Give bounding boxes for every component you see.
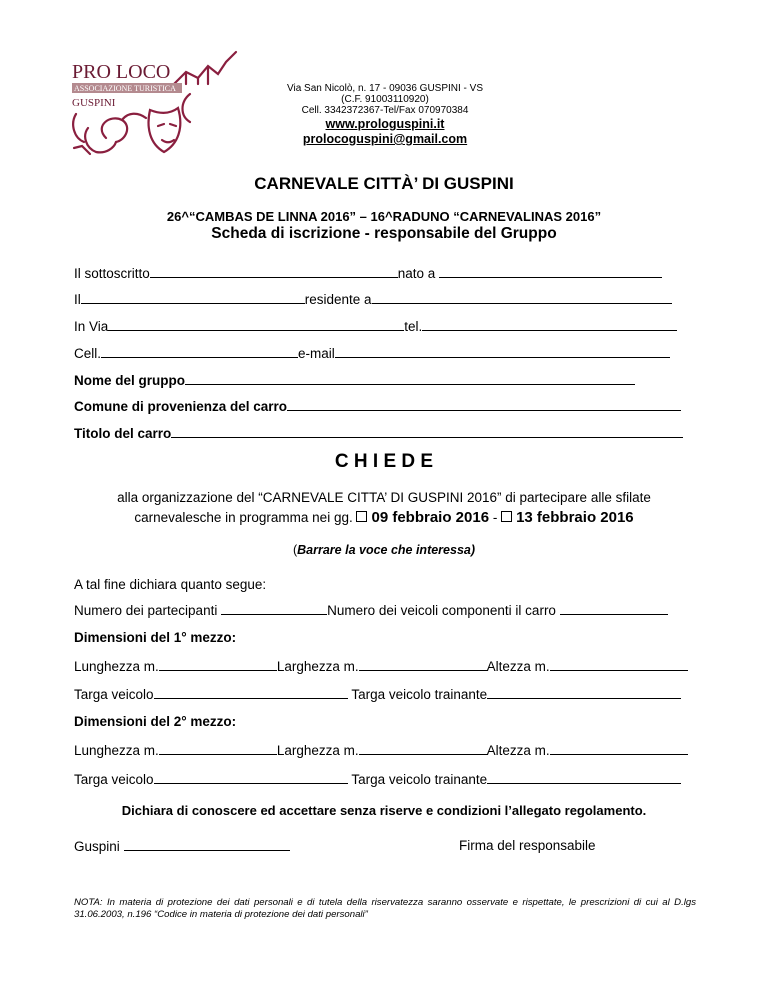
field-group-name[interactable] bbox=[185, 372, 635, 385]
pro-loco-logo bbox=[66, 44, 256, 160]
barrare-note bbox=[0, 543, 768, 557]
field-length-2[interactable] bbox=[159, 742, 277, 755]
svg-text:ASSOCIAZIONE TURISTICA: ASSOCIAZIONE TURISTICA bbox=[74, 84, 176, 93]
request-line-1: alla organizzazione del “CARNEVALE CITTA’ DI GUSPINI 2016” di partecipare alle sfilate bbox=[117, 490, 651, 505]
label-titolo: Titolo del carro bbox=[74, 426, 172, 441]
row-address bbox=[74, 318, 694, 335]
label-gruppo: Nome del gruppo bbox=[74, 373, 185, 388]
label-targa-1: Targa veicolo bbox=[74, 687, 154, 702]
org-email-link[interactable]: prolocoguspini@gmail.com bbox=[302, 132, 468, 146]
label-firma: Firma del responsabile bbox=[459, 838, 596, 853]
checkbox-date-2[interactable] bbox=[501, 511, 512, 522]
field-birthplace[interactable] bbox=[439, 265, 662, 278]
page-title: CARNEVALE CITTÀ’ DI GUSPINI bbox=[254, 174, 514, 193]
label-via: In Via bbox=[74, 319, 109, 334]
row-name bbox=[74, 265, 694, 282]
label-partecipanti: Numero dei partecipanti bbox=[74, 603, 218, 618]
field-date-place[interactable] bbox=[124, 838, 290, 851]
label-lunghezza-2: Lunghezza m. bbox=[74, 743, 159, 758]
svg-text:PRO LOCO: PRO LOCO bbox=[72, 61, 171, 83]
row-birth bbox=[74, 291, 694, 308]
label-larghezza-1: Larghezza m. bbox=[276, 659, 359, 674]
label-larghezza-2: Larghezza m. bbox=[276, 743, 359, 758]
event-subtitle: 26^“CAMBAS DE LINNA 2016” – 16^RADUNO “CARNEVALINAS 2016” bbox=[166, 209, 602, 224]
field-width-2[interactable] bbox=[359, 742, 487, 755]
pro-loco-mask-logo-icon bbox=[66, 44, 256, 160]
barrare-paren: ( bbox=[292, 543, 298, 557]
label-veicoli: Numero dei veicoli componenti il carro bbox=[327, 603, 556, 618]
field-height-2[interactable] bbox=[550, 742, 688, 755]
field-municipality[interactable] bbox=[287, 398, 681, 411]
svg-text:GUSPINI: GUSPINI bbox=[72, 97, 116, 109]
row-mezzo-1-dims bbox=[74, 658, 694, 675]
request-line-2 bbox=[0, 509, 768, 526]
label-sottoscritto: Il sottoscritto bbox=[74, 266, 150, 281]
field-mobile[interactable] bbox=[101, 345, 298, 358]
field-participants[interactable] bbox=[221, 602, 327, 615]
row-mezzo-2-plates bbox=[74, 771, 694, 788]
label-tel: tel. bbox=[404, 319, 423, 334]
mezzo-1-heading: Dimensioni del 1° mezzo: bbox=[74, 630, 237, 645]
org-tax-code: (C.F. 91003110920) bbox=[341, 94, 429, 105]
row-counts bbox=[74, 602, 694, 619]
label-targa-trainante-1: Targa veicolo trainante bbox=[351, 687, 488, 702]
label-il: Il bbox=[74, 292, 81, 307]
label-targa-trainante-2: Targa veicolo trainante bbox=[351, 772, 488, 787]
accept-rules-statement: Dichiara di conoscere ed accettare senza riserve e condizioni l’allegato regolamento. bbox=[121, 803, 647, 818]
org-phone: Cell. 3342372367-Tel/Fax 070970384 bbox=[301, 105, 469, 116]
row-signature bbox=[74, 838, 694, 855]
row-mezzo-1-plates bbox=[74, 686, 694, 703]
date-separator: - bbox=[492, 510, 498, 525]
field-length-1[interactable] bbox=[159, 658, 277, 671]
label-targa-2: Targa veicolo bbox=[74, 772, 154, 787]
row-comune bbox=[74, 398, 694, 415]
form-title: Scheda di iscrizione - responsabile del Gruppo bbox=[211, 225, 557, 242]
dichiara-line: A tal fine dichiara quanto segue: bbox=[74, 577, 267, 592]
field-birthdate[interactable] bbox=[81, 291, 305, 304]
barrare-text: Barrare la voce che interessa) bbox=[297, 543, 476, 557]
label-altezza-2: Altezza m. bbox=[486, 743, 550, 758]
label-comune: Comune di provenienza del carro bbox=[74, 399, 288, 414]
field-residence[interactable] bbox=[372, 291, 672, 304]
row-title bbox=[74, 425, 694, 442]
mezzo-2-heading: Dimensioni del 2° mezzo: bbox=[74, 714, 237, 729]
checkbox-date-1[interactable] bbox=[356, 511, 367, 522]
field-phone[interactable] bbox=[422, 318, 677, 331]
field-vehicles[interactable] bbox=[560, 602, 668, 615]
label-email: e-mail bbox=[298, 346, 335, 361]
field-width-1[interactable] bbox=[359, 658, 487, 671]
row-contact bbox=[74, 345, 694, 362]
field-tow-plate-2[interactable] bbox=[487, 771, 681, 784]
field-street[interactable] bbox=[108, 318, 404, 331]
privacy-note: NOTA: In materia di protezione dei dati personali e di tutela della riservatezza saranno osservate e rispettate, le prescrizioni di cui al D.lgs 31.06.2003, n.196 “Codice in materia di protezione dei dati personali” bbox=[74, 897, 696, 920]
org-website-link[interactable]: www.prologuspini.it bbox=[325, 117, 445, 131]
field-email[interactable] bbox=[335, 345, 670, 358]
label-residente: residente a bbox=[304, 292, 372, 307]
date-2: 13 febbraio 2016 bbox=[516, 509, 634, 526]
field-plate-2[interactable] bbox=[154, 771, 348, 784]
row-mezzo-2-dims bbox=[74, 742, 694, 759]
field-tow-plate-1[interactable] bbox=[487, 686, 681, 699]
label-cell: Cell. bbox=[74, 346, 102, 361]
label-lunghezza-1: Lunghezza m. bbox=[74, 659, 159, 674]
date-1: 09 febbraio 2016 bbox=[371, 509, 490, 526]
field-plate-1[interactable] bbox=[154, 686, 348, 699]
field-height-1[interactable] bbox=[550, 658, 688, 671]
request-dates-intro: carnevalesche in programma nei gg. bbox=[134, 510, 353, 525]
field-float-title[interactable] bbox=[171, 425, 683, 438]
row-group bbox=[74, 372, 694, 389]
label-altezza-1: Altezza m. bbox=[486, 659, 550, 674]
field-name[interactable] bbox=[150, 265, 398, 278]
chiede-heading: C H I E D E bbox=[334, 451, 434, 472]
label-nato: nato a bbox=[397, 266, 436, 281]
org-address: Via San Nicolò, n. 17 - 09036 GUSPINI - VS bbox=[286, 83, 484, 94]
label-luogo: Guspini bbox=[74, 839, 120, 854]
